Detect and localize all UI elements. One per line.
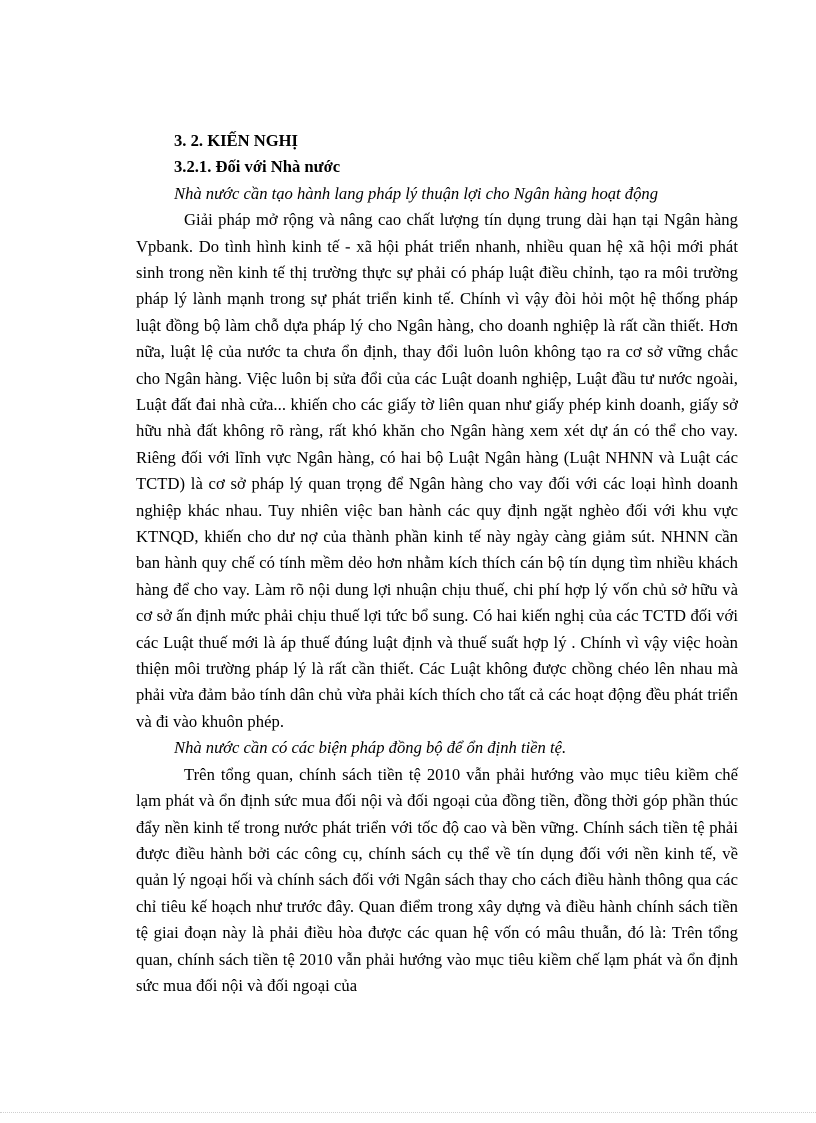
paragraph-legal-framework: Giải pháp mở rộng và nâng cao chất lượng tín dụng trung dài hạn tại Ngân hàng Vpbank. Do tình hình kinh tế - xã hội phát triển nhanh, nhiều quan hệ xã hội mới phát sinh trong nền kinh tế thị trường thực sự phải có pháp luật điều chỉnh, tạo ra môi trường pháp lý lành mạnh trong sự phát triển kinh tế. Chính vì vậy đòi hỏi một hệ thống pháp luật đồng bộ làm chỗ dựa pháp lý cho Ngân hàng, cho doanh nghiệp là rất cần thiết. Hơn nữa, luật lệ của nước ta chưa ổn định, thay đổi luôn luôn không tạo ra cơ sở vững chắc cho Ngân hàng. Việc luôn bị sửa đổi của các Luật doanh nghiệp, Luật đầu tư nước ngoài, Luật đất đai nhà cửa... khiến cho các giấy tờ liên quan như giấy phép kinh doanh, giấy sở hữu nhà đất không rõ ràng, rất khó khăn cho Ngân hàng xem xét dự án có thể cho vay. Riêng đối với lĩnh vực Ngân hàng, có hai bộ Luật Ngân hàng (Luật NHNN và Luật các TCTD) là cơ sở pháp lý quan trọng để Ngân hàng cho vay đối với các loại hình doanh nghiệp khác nhau. Tuy nhiên việc ban hành các quy định ngặt nghèo đối với khu vực KTNQD, khiến cho dư nợ của thành phần kinh tế này ngày càng giảm sút. NHNN cần ban hành quy chế có tính mềm dẻo hơn nhằm kích thích cán bộ tín dụng tìm nhiều khách hàng để cho vay. Làm rõ nội dung lợi nhuận chịu thuế, chi phí hợp lý vốn chủ sở hữu và cơ sở ấn định mức phải chịu thuế lợi tức bổ sung. Có hai kiến nghị của các TCTD đối với các Luật thuế mới là áp thuế đúng luật định và thuế suất hợp lý . Chính vì vậy việc hoàn thiện môi trường pháp lý là rất cần thiết. Các Luật không được chồng chéo lên nhau mà phải vừa đảm bảo tính dân chủ vừa phải kích thích cho tất cả các hoạt động đều phát triển và đi vào khuôn phép.: [136, 210, 738, 731]
paragraph-monetary-policy: Trên tổng quan, chính sách tiền tệ 2010 vẫn phải hướng vào mục tiêu kiềm chế lạm phát và ổn định sức mua đối nội và đối ngoại của đồng tiền, đồng thời góp phần thúc đẩy nền kinh tế trong nước phát triển với tốc độ cao và bền vững. Chính sách tiền tệ phải được điều hành bởi các công cụ, chính sách cụ thể về tín dụng đối với nền kinh tế, về quản lý ngoại hối và chính sách đối với Ngân sách thay cho cách điều hành thông qua các chỉ tiêu kế hoạch như trước đây. Quan điểm trong xây dựng và điều hành chính sách tiền tệ giai đoạn này là phải điều hòa được các quan hệ vốn có mâu thuẫn, đó là: Trên tổng quan, chính sách tiền tệ 2010 vẫn phải hướng vào mục tiêu kiềm chế lạm phát và ổn định sức mua đối nội và đối ngoại của: [136, 764, 738, 995]
italic-subheading-monetary-stability: Nhà nước cần có các biện pháp đồng bộ để ổn định tiền tệ.: [174, 738, 567, 758]
section-heading: 3. 2. KIẾN NGHỊ: [174, 131, 299, 150]
page-bottom-divider: [0, 1112, 816, 1113]
italic-subheading-legal-framework: Nhà nước cần tạo hành lang pháp lý thuận lợi cho Ngân hàng hoạt động: [174, 183, 658, 203]
subsection-heading: 3.2.1. Đối với Nhà nước: [174, 157, 341, 177]
page-content: [136, 128, 738, 999]
